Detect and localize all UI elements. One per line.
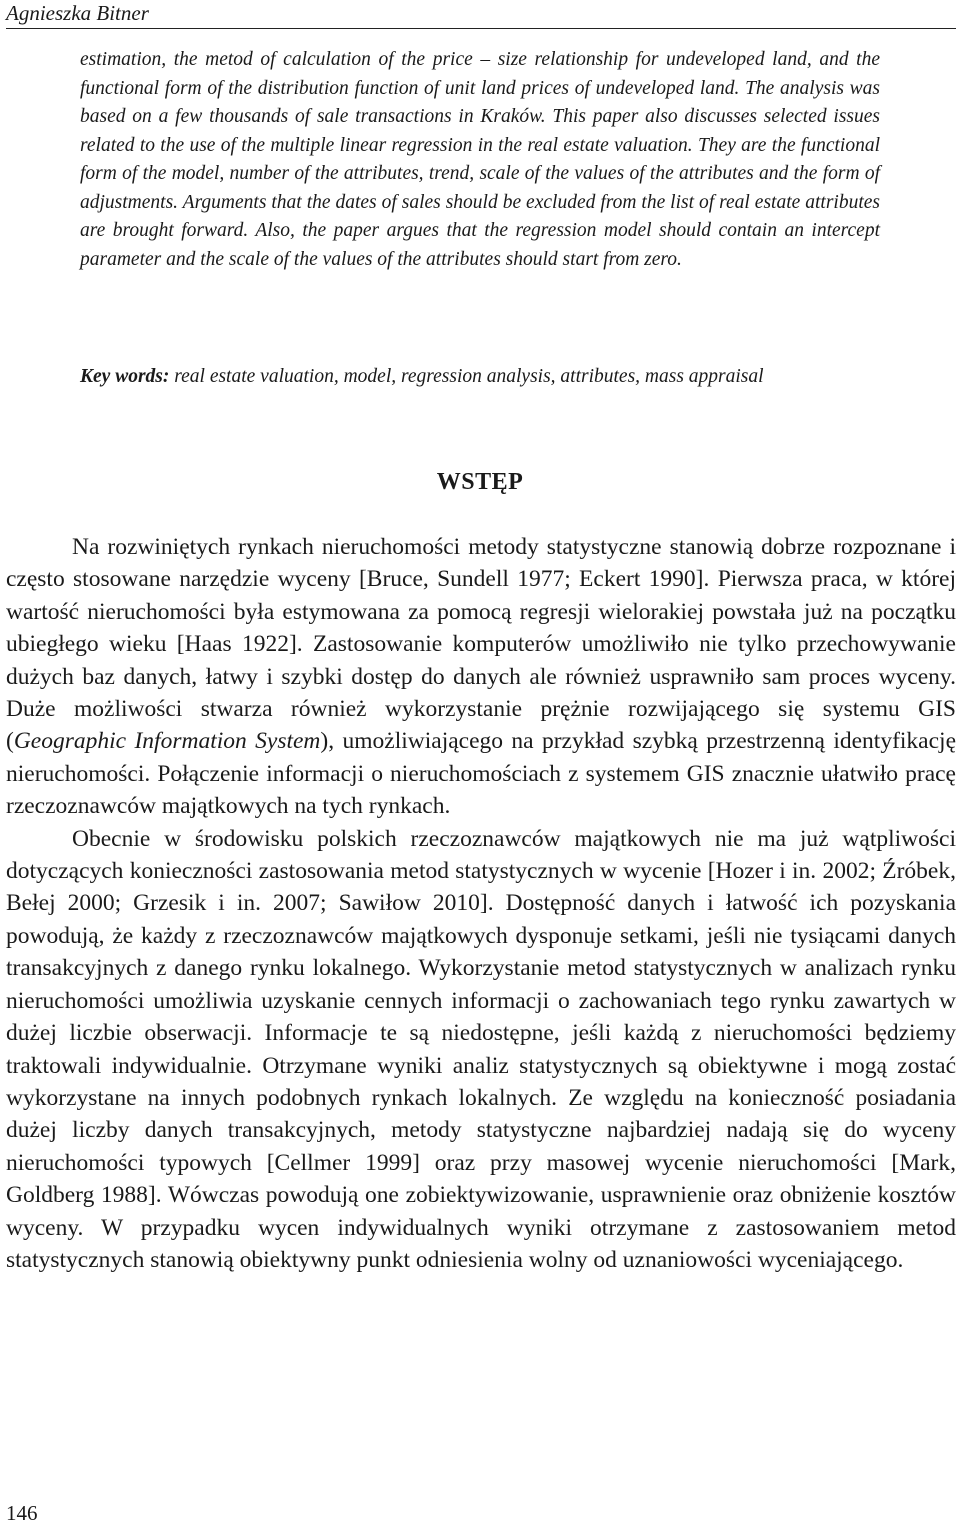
paragraph-1-part-a: Na rozwiniętych rynkach nieruchomości metody statystyczne stanowią dobrze rozpoznane i często stosowane narzędzie wyceny [Bruce, Sundell 1977; Eckert 1990]. Pierwsza praca, w której wartość nieruchomości była estymowana za pomocą regresji wielorakiej powstała już na początku ubiegłego wieku [Haas 1922]. Zastosowanie komputerów umożliwiło nie tylko przechowywanie dużych baz danych, łatwy i szybki dostęp do danych ale również usprawniło sam proces wyceny. Duże możliwości stwarza również wykorzystanie prężnie rozwijającego się systemu GIS ( — [6, 534, 956, 755]
keywords — [80, 362, 880, 391]
header-rule — [6, 28, 956, 29]
keywords-text: real estate valuation, model, regression analysis, attributes, mass appraisal — [174, 366, 764, 387]
gis-expansion: Geographic Information System — [13, 728, 321, 755]
keywords-label: Key words: — [80, 366, 170, 387]
section-title: WSTĘP — [436, 469, 524, 495]
body-text — [6, 531, 956, 1276]
paragraph-1 — [6, 531, 956, 823]
running-head-author: Agnieszka Bitner — [6, 1, 149, 25]
abstract-text: estimation, the metod of calculation of the price – size relationship for undeveloped land, and the functional form of the distribution function of unit land prices of undeveloped land. The analysis was based on a few thousands of sale transactions in Kraków. This paper also discusses selected issues related to the use of the multiple linear regression in the real estate valuation. They are the functional form of the model, number of the attributes, trend, scale of the values of the attributes and the form of adjustments. Arguments that the dates of sales should be excluded from the list of real estate attributes are brought forward. Also, the paper argues that the regression model should contain an intercept parameter and the scale of the values of the attributes should start from zero. — [80, 49, 880, 270]
page-number: 146 — [6, 1501, 38, 1525]
paragraph-2: Obecnie w środowisku polskich rzeczoznawców majątkowych nie ma już wątpliwości dotyczących konieczności zastosowania metod statystycznych w wycenie [Hozer i in. 2002; Źróbek, Bełej 2000; Grzesik i in. 2007; Sawiłow 2010]. Dostępność danych i łatwość ich pozyskania powodują, że każdy z rzeczoznawców majątkowych dysponuje setkami, jeśli nie tysiącami danych transakcyjnych z danego rynku lokalnego. Wykorzystanie metod statystycznych w analizach rynku nieruchomości umożliwia uzyskanie cennych informacji o zachowaniach tego rynku zawartych w dużej liczbie obserwacji. Informacje te są niedostępne, jeśli każdą z nieruchomości będziemy traktowali indywidualnie. Otrzymane wyniki analiz statystycznych są obiektywne i mogą zostać wykorzystane na innych podobnych rynkach lokalnych. Ze względu na konieczność posiadania dużej liczby danych transakcyjnych, metody statystyczne najbardziej nadają się do wyceny nieruchomości typowych [Cellmer 1999] oraz przy masowej wycenie nieruchomości [Mark, Goldberg 1988]. Wówczas powodują one zobiektywizowanie, usprawnienie oraz obniżenie kosztów wyceny. W przypadku wycen indywidualnych wyniki otrzymane z zastosowaniem metod statystycznych stanowią obiektywny punkt odniesienia wolny od uznaniowości wyceniającego. — [6, 825, 956, 1273]
paragraph-1-part-b: ), umożliwiającego na przykład szybką przestrzenną identyfikację nieruchomości. Połączenie informacji o nieruchomościach z systemem GIS znacznie ułatwiło pracę rzeczoznawców majątkowych na tych rynkach. — [6, 728, 957, 820]
